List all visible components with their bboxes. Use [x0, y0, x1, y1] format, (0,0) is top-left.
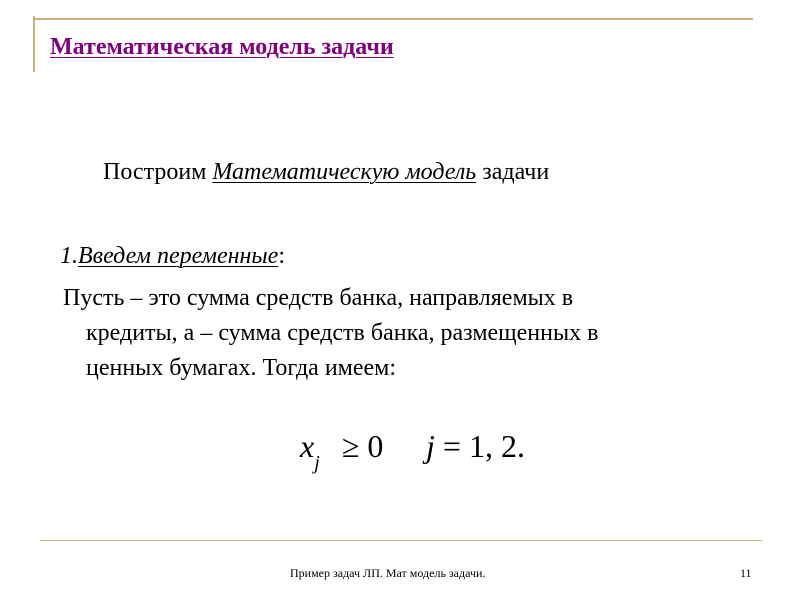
frame-vertical-rule [33, 16, 35, 72]
index-range-formula [426, 428, 525, 465]
intro-tail: задачи [476, 159, 550, 185]
footer-rule [40, 540, 762, 541]
index-range: = 1, 2. [434, 428, 525, 464]
step-heading [60, 244, 285, 268]
nonnegativity-formula [300, 428, 384, 474]
step-colon: : [278, 243, 286, 269]
formula-relation: ≥ 0 [341, 428, 384, 464]
intro-line [103, 160, 549, 184]
frame-horizontal-rule [33, 18, 753, 20]
intro-emphasis: Математическую модель [212, 159, 477, 185]
step-number: 1. [60, 243, 78, 269]
slide-title: Математическая модель задачи [50, 34, 394, 60]
formula-subscript: j [314, 452, 320, 474]
index-variable: j [426, 428, 435, 464]
formula-variable: x [300, 428, 315, 464]
page-number: 11 [740, 566, 752, 580]
paragraph-line-2: кредиты, а – сумма средств банка, размещенных в [86, 320, 599, 346]
paragraph-line-3: ценных бумагах. Тогда имеем: [86, 355, 397, 381]
intro-lead: Построим [103, 159, 213, 185]
step-label: Введем переменные [78, 243, 279, 269]
paragraph-line-1: Пусть – это сумма средств банка, направляемых в [63, 285, 574, 311]
footer-text: Пример задач ЛП. Мат модель задачи. [290, 566, 486, 580]
